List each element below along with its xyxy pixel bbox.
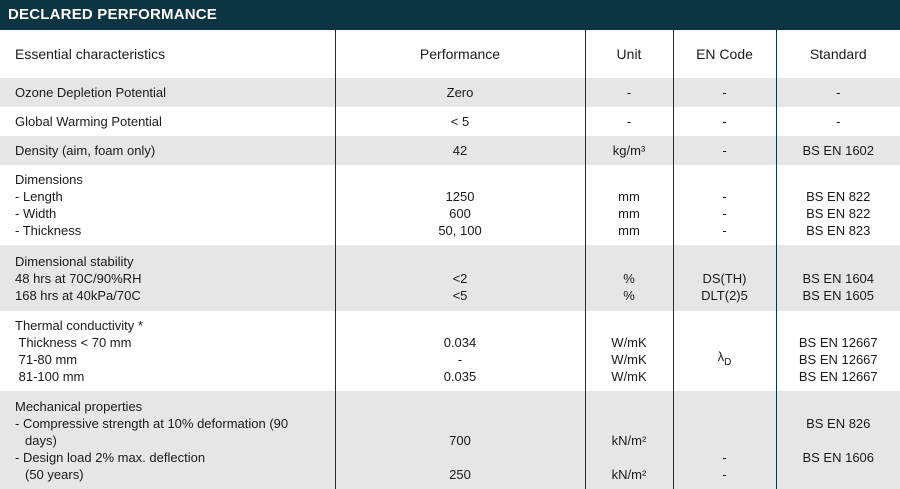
ozone-en-code: - xyxy=(673,78,776,107)
dimensions-performance xyxy=(335,165,585,245)
dimensions-length-performance: 1250 xyxy=(336,188,585,205)
design-load-label-line2: (50 years) xyxy=(15,466,335,483)
thermal-thick-performance: 0.035 xyxy=(336,368,585,385)
row-dimensional-stability xyxy=(0,245,900,311)
dimensions-length-standard: BS EN 822 xyxy=(777,188,900,205)
gwp-label: Global Warming Potential xyxy=(0,107,335,136)
dimensions-width-performance: 600 xyxy=(336,205,585,222)
dimensions-thickness-label: - Thickness xyxy=(15,222,335,239)
mechanical-standard xyxy=(776,391,900,489)
gwp-unit: - xyxy=(585,107,673,136)
ozone-unit: - xyxy=(585,78,673,107)
thermal-mid-standard: BS EN 12667 xyxy=(777,351,900,368)
density-performance: 42 xyxy=(335,136,585,165)
compressive-label-line2: days) xyxy=(15,432,335,449)
gwp-en-code: - xyxy=(673,107,776,136)
thermal-mid-unit: W/mK xyxy=(586,351,673,368)
dimensions-en-code xyxy=(673,165,776,245)
thermal-thin-unit: W/mK xyxy=(586,334,673,351)
dimensions-width-label: - Width xyxy=(15,205,335,222)
stability-labels xyxy=(0,245,335,311)
stability-168h-standard: BS EN 1605 xyxy=(777,287,900,304)
stability-168h-performance: <5 xyxy=(336,287,585,304)
gwp-performance: < 5 xyxy=(335,107,585,136)
compressive-label-line1: - Compressive strength at 10% deformation (90 xyxy=(15,415,335,432)
thermal-standard xyxy=(776,311,900,391)
performance-table xyxy=(0,30,900,489)
compressive-standard: BS EN 826 xyxy=(777,415,900,432)
stability-heading: Dimensional stability xyxy=(15,253,335,270)
header-characteristics: Essential characteristics xyxy=(0,30,335,78)
row-mechanical-properties xyxy=(0,391,900,489)
stability-unit xyxy=(585,245,673,311)
thermal-en-code xyxy=(673,311,776,391)
design-load-standard: BS EN 1606 xyxy=(777,449,900,466)
dimensions-thickness-standard: BS EN 823 xyxy=(777,222,900,239)
dimensions-thickness-unit: mm xyxy=(586,222,673,239)
thermal-thick-unit: W/mK xyxy=(586,368,673,385)
lambda-symbol: λ xyxy=(718,349,725,364)
header-performance: Performance xyxy=(335,30,585,78)
compressive-unit: kN/m² xyxy=(586,432,673,449)
thermal-mid-label: 71-80 mm xyxy=(15,351,335,368)
compressive-performance: 700 xyxy=(336,432,585,449)
page-title: DECLARED PERFORMANCE xyxy=(0,0,900,30)
dimensions-length-unit: mm xyxy=(586,188,673,205)
design-load-en-code: - xyxy=(674,466,776,483)
mechanical-heading: Mechanical properties xyxy=(15,398,335,415)
thermal-lambda-code xyxy=(674,348,776,371)
stability-168h-unit: % xyxy=(586,287,673,304)
mechanical-unit xyxy=(585,391,673,489)
header-standard: Standard xyxy=(776,30,900,78)
thermal-thin-performance: 0.034 xyxy=(336,334,585,351)
thermal-mid-performance: - xyxy=(336,351,585,368)
design-load-performance: 250 xyxy=(336,466,585,483)
thermal-thin-label: Thickness < 70 mm xyxy=(15,334,335,351)
mechanical-labels xyxy=(0,391,335,489)
table-header-row xyxy=(0,30,900,78)
thermal-heading: Thermal conductivity * xyxy=(15,317,335,334)
design-load-unit: kN/m² xyxy=(586,466,673,483)
stability-48h-label: 48 hrs at 70C/90%RH xyxy=(15,270,335,287)
mechanical-en-code xyxy=(673,391,776,489)
dimensions-labels xyxy=(0,165,335,245)
thermal-thin-standard: BS EN 12667 xyxy=(777,334,900,351)
gwp-standard: - xyxy=(776,107,900,136)
header-en-code: EN Code xyxy=(673,30,776,78)
thermal-performance xyxy=(335,311,585,391)
header-unit: Unit xyxy=(585,30,673,78)
stability-48h-en-code: DS(TH) xyxy=(674,270,776,287)
ozone-performance: Zero xyxy=(335,78,585,107)
thermal-unit xyxy=(585,311,673,391)
density-en-code: - xyxy=(673,136,776,165)
dimensions-length-label: - Length xyxy=(15,188,335,205)
stability-standard xyxy=(776,245,900,311)
dimensions-thickness-en-code: - xyxy=(674,222,776,239)
stability-168h-en-code: DLT(2)5 xyxy=(674,287,776,304)
dimensions-heading: Dimensions xyxy=(15,171,335,188)
stability-168h-label: 168 hrs at 40kPa/70C xyxy=(15,287,335,304)
row-gwp xyxy=(0,107,900,136)
dimensions-width-en-code: - xyxy=(674,205,776,222)
row-density xyxy=(0,136,900,165)
thermal-labels xyxy=(0,311,335,391)
dimensions-width-unit: mm xyxy=(586,205,673,222)
stability-48h-performance: <2 xyxy=(336,270,585,287)
lambda-subscript: D xyxy=(724,357,731,368)
thermal-thick-standard: BS EN 12667 xyxy=(777,368,900,385)
row-ozone xyxy=(0,78,900,107)
dimensions-thickness-performance: 50, 100 xyxy=(336,222,585,239)
stability-48h-standard: BS EN 1604 xyxy=(777,270,900,287)
compressive-en-code: - xyxy=(674,449,776,466)
thermal-thick-label: 81-100 mm xyxy=(15,368,335,385)
dimensions-length-en-code: - xyxy=(674,188,776,205)
density-standard: BS EN 1602 xyxy=(776,136,900,165)
ozone-standard: - xyxy=(776,78,900,107)
stability-en-code xyxy=(673,245,776,311)
stability-48h-unit: % xyxy=(586,270,673,287)
row-dimensions xyxy=(0,165,900,245)
ozone-label: Ozone Depletion Potential xyxy=(0,78,335,107)
mechanical-performance xyxy=(335,391,585,489)
stability-performance xyxy=(335,245,585,311)
row-thermal-conductivity xyxy=(0,311,900,391)
design-load-label-line1: - Design load 2% max. deflection xyxy=(15,449,335,466)
density-label: Density (aim, foam only) xyxy=(0,136,335,165)
dimensions-standard xyxy=(776,165,900,245)
density-unit: kg/m³ xyxy=(585,136,673,165)
dimensions-unit xyxy=(585,165,673,245)
dimensions-width-standard: BS EN 822 xyxy=(777,205,900,222)
